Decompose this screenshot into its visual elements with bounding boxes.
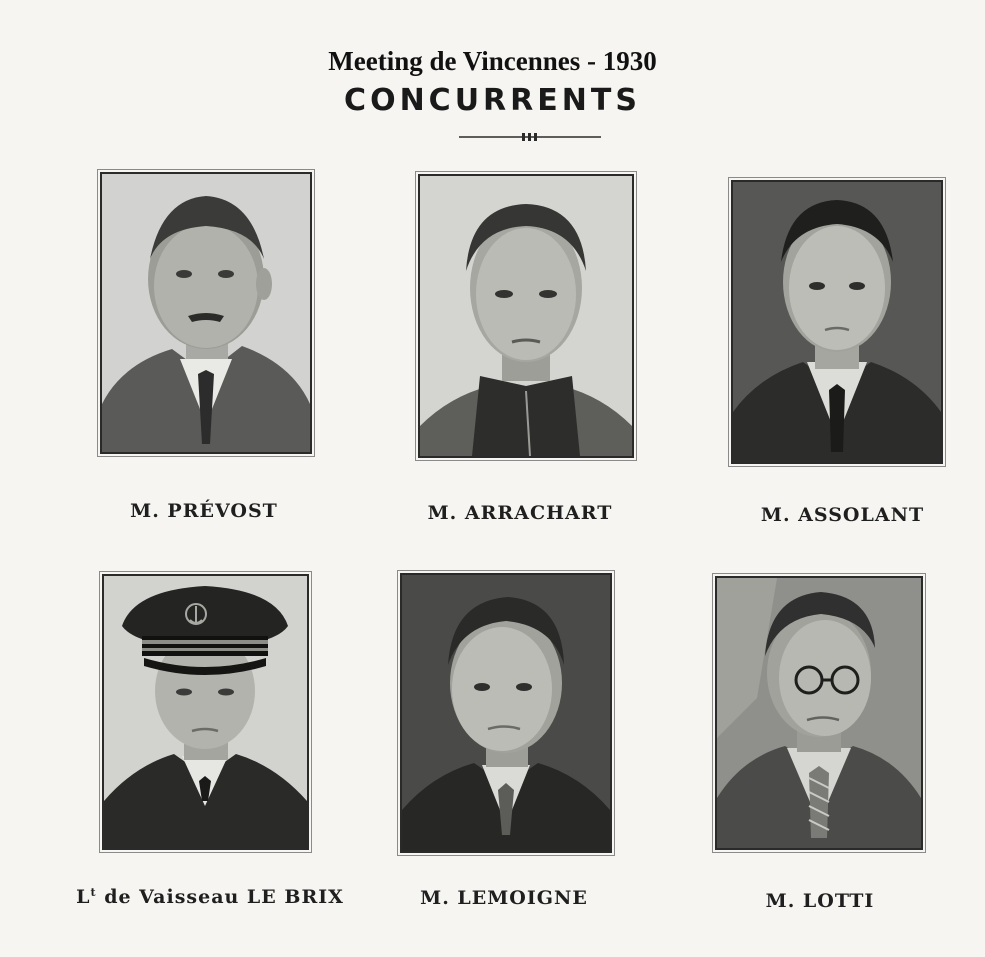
caption-le-brix-rest: de Vaisseau LE BRIX — [96, 886, 344, 908]
caption-lemoigne: M. LEMOIGNE — [420, 887, 588, 909]
portrait-photo-assolant — [731, 180, 943, 464]
caption-arrachart: M. ARRACHART — [427, 502, 613, 524]
portrait-photo-prevost — [100, 172, 312, 454]
page-title: Meeting de Vincennes - 1930 — [328, 46, 657, 76]
portrait-photo-le-brix — [102, 574, 309, 850]
page-subtitle: CONCURRENTS — [344, 83, 641, 118]
caption-le-brix-sup: t — [90, 886, 97, 899]
caption-lotti: M. LOTTI — [765, 890, 875, 912]
caption-le-brix-prefix: L — [76, 886, 91, 908]
portrait-photo-arrachart — [418, 174, 634, 458]
caption-prevost: M. PRÉVOST — [130, 500, 278, 522]
caption-assolant: M. ASSOLANT — [760, 504, 925, 526]
portrait-photo-lemoigne — [400, 573, 612, 853]
portrait-photo-lotti — [715, 576, 923, 850]
caption-le-brix — [60, 886, 360, 908]
ornamental-divider — [459, 130, 601, 144]
